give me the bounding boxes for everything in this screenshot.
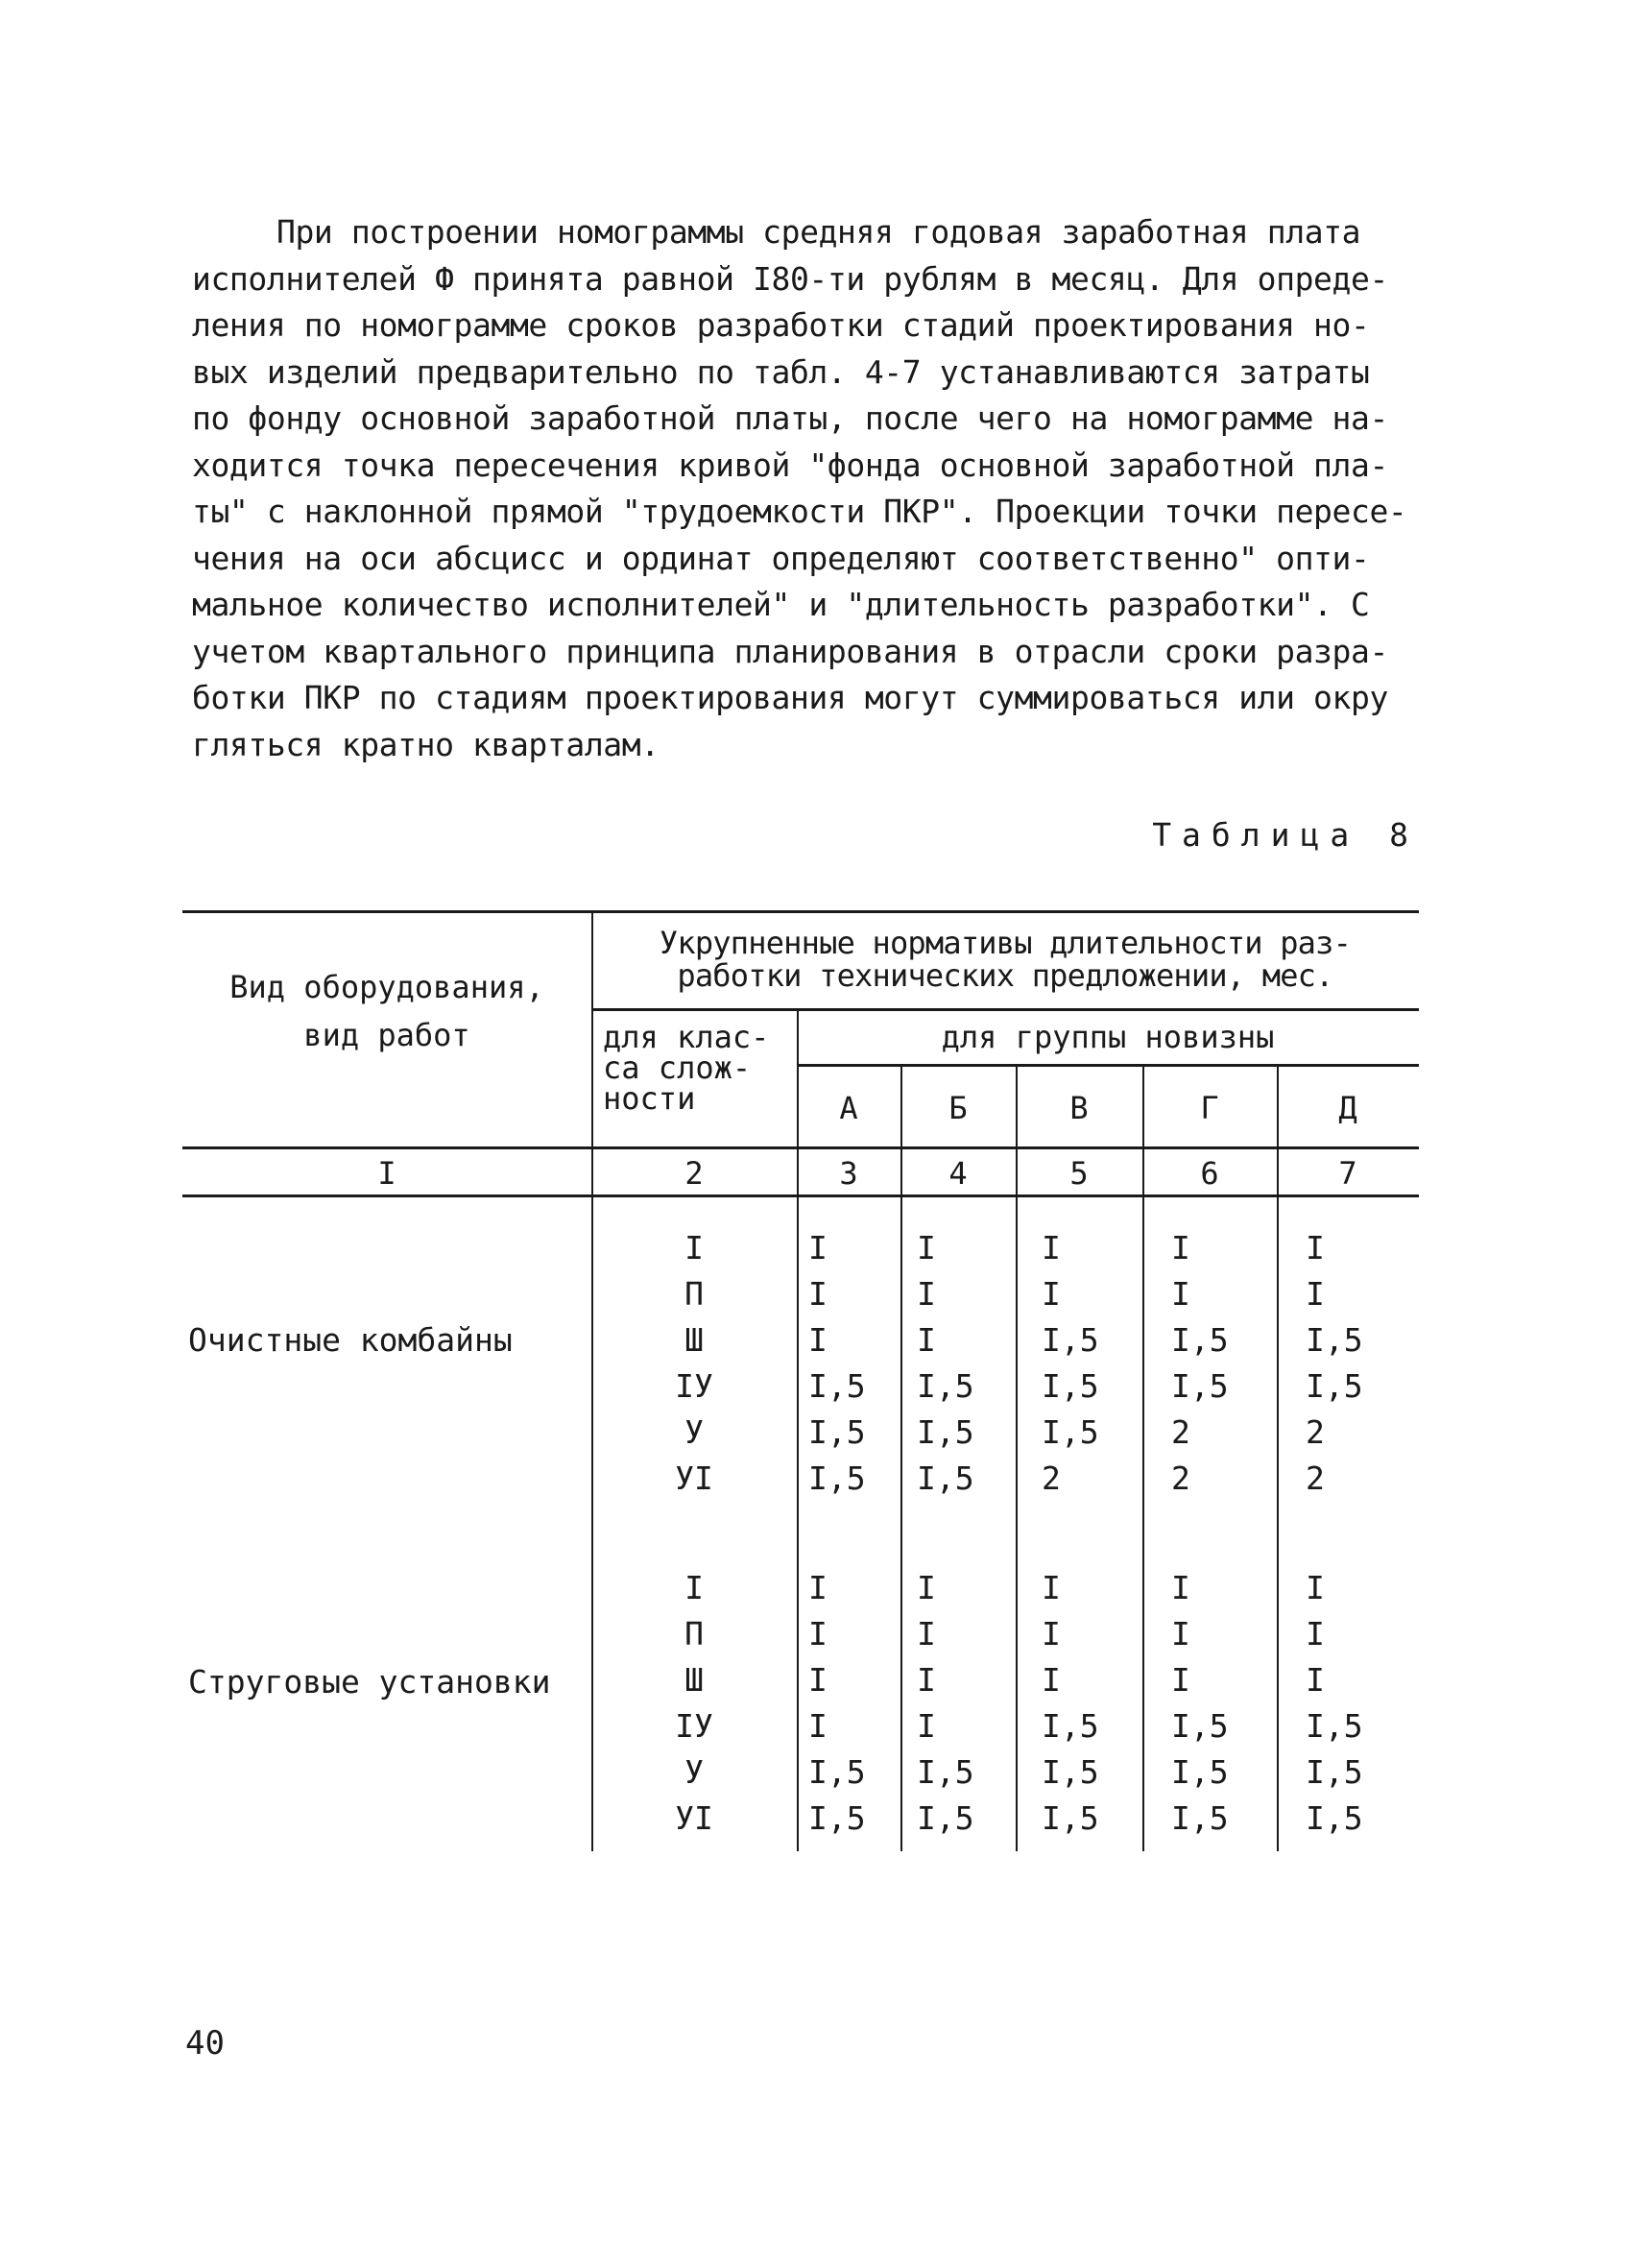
header-span-line2: работки технических предложении, мес. — [677, 957, 1333, 994]
duration-value-cell: I — [1306, 1615, 1325, 1653]
duration-value-cell: I,5 — [808, 1753, 866, 1791]
duration-value-cell: I — [1042, 1569, 1061, 1606]
duration-value-cell: 2 — [1042, 1460, 1061, 1497]
duration-value-cell: I,5 — [1042, 1413, 1099, 1451]
complexity-class-cell: П — [684, 1615, 704, 1653]
duration-value-cell: I,5 — [1306, 1707, 1363, 1745]
duration-value-cell: I — [917, 1707, 936, 1745]
duration-value-cell: I — [808, 1615, 828, 1653]
column-number: 6 — [1200, 1155, 1219, 1192]
duration-value-cell: I — [808, 1707, 828, 1745]
duration-value-cell: I — [917, 1229, 936, 1267]
header-group-d: Д — [1338, 1090, 1357, 1126]
header-group-title: для группы новизны — [941, 1019, 1275, 1055]
rule-span-bottom — [591, 1008, 1419, 1011]
duration-value-cell: 2 — [1306, 1413, 1325, 1451]
rule-top — [182, 910, 1419, 913]
rule-numbers-bottom — [182, 1194, 1419, 1197]
duration-value-cell: I,5 — [1042, 1367, 1099, 1405]
duration-value-cell: I — [1042, 1275, 1061, 1313]
header-group-b: Б — [948, 1090, 968, 1126]
duration-value-cell: I,5 — [1171, 1707, 1229, 1745]
header-class-line1: для клас- — [603, 1019, 770, 1055]
duration-value-cell: I — [808, 1321, 828, 1359]
complexity-class-cell: УI — [675, 1799, 713, 1837]
paragraph-line: ления по номограмме сроков разработки стадий проектирования но- — [192, 306, 1370, 344]
duration-value-cell: I,5 — [1171, 1321, 1229, 1359]
complexity-class-cell: П — [684, 1275, 704, 1313]
duration-value-cell: I — [1306, 1569, 1325, 1606]
header-group-g: Г — [1200, 1090, 1219, 1126]
duration-value-cell: I,5 — [1171, 1367, 1229, 1405]
duration-value-cell: I,5 — [808, 1799, 866, 1837]
complexity-class-cell: I — [684, 1569, 704, 1606]
section-name: Струговые установки — [188, 1663, 551, 1701]
col-divider — [797, 1008, 799, 1851]
duration-value-cell: I,5 — [1171, 1753, 1229, 1791]
duration-value-cell: I,5 — [917, 1460, 974, 1497]
body-paragraph — [192, 209, 1459, 768]
duration-value-cell: I — [1306, 1661, 1325, 1699]
duration-value-cell: I,5 — [917, 1367, 974, 1405]
duration-value-cell: I,5 — [1306, 1799, 1363, 1837]
paragraph-line: ты" с наклонной прямой "трудоемкости ПКР". Проекции точки пересе- — [192, 493, 1407, 530]
duration-value-cell: I,5 — [1306, 1321, 1363, 1359]
complexity-class-cell: I — [684, 1229, 704, 1267]
duration-value-cell: 2 — [1171, 1413, 1190, 1451]
table-caption: Таблица 8 — [1152, 816, 1419, 854]
column-number: 7 — [1338, 1155, 1357, 1192]
duration-value-cell: I — [808, 1229, 828, 1267]
complexity-class-cell: Ш — [684, 1661, 704, 1699]
complexity-class-cell: Ш — [684, 1321, 704, 1359]
col-divider — [591, 910, 593, 1851]
duration-value-cell: I — [1306, 1229, 1325, 1267]
duration-value-cell: I,5 — [917, 1799, 974, 1837]
header-class-line2: са слож- — [603, 1050, 752, 1086]
duration-value-cell: I,5 — [1042, 1321, 1099, 1359]
complexity-class-cell: У — [684, 1753, 704, 1791]
duration-value-cell: I — [1306, 1275, 1325, 1313]
rule-group-bottom — [797, 1064, 1419, 1067]
duration-value-cell: I,5 — [1042, 1799, 1099, 1837]
column-number: 4 — [948, 1155, 968, 1192]
duration-value-cell: I,5 — [808, 1413, 866, 1451]
norms-table — [182, 910, 1419, 1851]
duration-value-cell: I,5 — [1306, 1753, 1363, 1791]
duration-value-cell: I — [808, 1569, 828, 1606]
duration-value-cell: I — [808, 1661, 828, 1699]
paragraph-line: ходится точка пересечения кривой "фонда основной заработной пла- — [192, 446, 1388, 484]
duration-value-cell: I,5 — [917, 1413, 974, 1451]
duration-value-cell: I — [1171, 1615, 1190, 1653]
column-number: 3 — [839, 1155, 858, 1192]
duration-value-cell: I — [917, 1569, 936, 1606]
column-number: 2 — [684, 1155, 704, 1192]
duration-value-cell: I — [1171, 1229, 1190, 1267]
complexity-class-cell: УI — [675, 1460, 713, 1497]
duration-value-cell: I — [917, 1615, 936, 1653]
duration-value-cell: I — [1042, 1229, 1061, 1267]
complexity-class-cell: IУ — [675, 1367, 713, 1405]
paragraph-line: мальное количество исполнителей" и "длительность разработки". С — [192, 586, 1370, 623]
header-span-line1: Укрупненные нормативы длительности раз- — [659, 925, 1352, 961]
section-name: Очистные комбайны — [188, 1321, 513, 1359]
paragraph-line: гляться кратно кварталам. — [192, 725, 660, 763]
paragraph-line: ботки ПКР по стадиям проектирования могут суммироваться или окру — [192, 679, 1388, 716]
header-equipment-line2: вид работ — [303, 1017, 470, 1053]
paragraph-line: При построении номограммы средняя годовая заработная плата — [276, 213, 1361, 251]
paragraph-line: учетом квартального принципа планирования в отрасли сроки разра- — [192, 632, 1388, 670]
header-group-a: А — [839, 1090, 858, 1126]
duration-value-cell: I — [917, 1275, 936, 1313]
duration-value-cell: I — [1171, 1275, 1190, 1313]
complexity-class-cell: У — [684, 1413, 704, 1451]
duration-value-cell: I,5 — [808, 1367, 866, 1405]
paragraph-line: чения на оси абсцисс и ординат определяют соответственно" опти- — [192, 539, 1370, 577]
duration-value-cell: I — [1042, 1661, 1061, 1699]
duration-value-cell: 2 — [1306, 1460, 1325, 1497]
complexity-class-cell: IУ — [675, 1707, 713, 1745]
duration-value-cell: I — [917, 1321, 936, 1359]
duration-value-cell: I,5 — [1306, 1367, 1363, 1405]
paragraph-line: вых изделий предварительно по табл. 4-7 устанавливаются затраты — [192, 352, 1370, 391]
duration-value-cell: I,5 — [808, 1460, 866, 1497]
paragraph-line: исполнителей Ф принята равной I80-ти рублям в месяц. Для опреде- — [192, 259, 1388, 298]
header-class-line3: ности — [603, 1080, 696, 1117]
column-number: I — [377, 1155, 396, 1192]
column-number: 5 — [1069, 1155, 1089, 1192]
paragraph-line: по фонду основной заработной платы, после чего на номограмме на- — [192, 399, 1388, 437]
header-equipment-line1: Вид оборудования, — [229, 969, 544, 1005]
duration-value-cell: I — [917, 1661, 936, 1699]
page-number: 40 — [185, 2024, 225, 2063]
rule-header-bottom — [182, 1146, 1419, 1149]
duration-value-cell: I,5 — [1042, 1707, 1099, 1745]
header-group-v: В — [1069, 1090, 1089, 1126]
duration-value-cell: I — [1171, 1569, 1190, 1606]
duration-value-cell: I — [1171, 1661, 1190, 1699]
duration-value-cell: 2 — [1171, 1460, 1190, 1497]
duration-value-cell: I — [1042, 1615, 1061, 1653]
duration-value-cell: I,5 — [1171, 1799, 1229, 1837]
duration-value-cell: I,5 — [917, 1753, 974, 1791]
duration-value-cell: I,5 — [1042, 1753, 1099, 1791]
duration-value-cell: I — [808, 1275, 828, 1313]
